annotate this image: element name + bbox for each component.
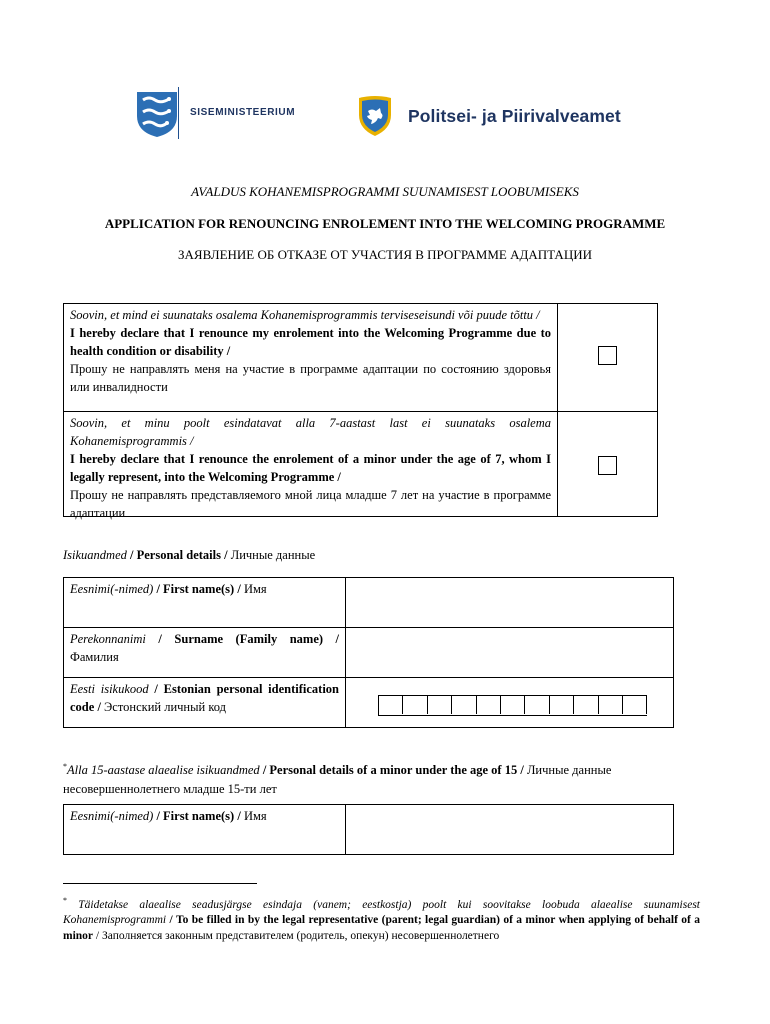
label-en: First name(s) <box>163 582 235 596</box>
declaration-text-en: I hereby declare that I renounce the enrolement of a minor under the age of 7, whom I legally represent, into the Welcoming Programme / <box>70 452 551 484</box>
label-ru: Имя <box>243 809 267 823</box>
personal-code-label <box>64 678 345 718</box>
digit-box[interactable] <box>501 696 525 714</box>
logo-divider <box>178 87 179 139</box>
footnote-marker: * <box>63 896 67 905</box>
heading-et: Alla 15-aastase alaealise isikuandmed <box>67 763 260 778</box>
separator: / <box>520 763 524 778</box>
separator: / <box>335 632 340 646</box>
digit-box[interactable] <box>623 696 647 714</box>
minor-first-name-field[interactable] <box>346 805 673 854</box>
digit-box[interactable] <box>428 696 452 714</box>
separator: / <box>154 682 158 696</box>
title-russian: ЗАЯВЛЕНИЕ ОБ ОТКАЗЕ ОТ УЧАСТИЯ В ПРОГРАММЕ АДАПТАЦИИ <box>178 247 592 262</box>
heading-ru: Личные данные несовершеннолетнего младше 15-ти лет <box>63 763 612 797</box>
label-et: Perekonnanimi <box>70 632 146 646</box>
title-estonian: AVALDUS KOHANEMISPROGRAMMI SUUNAMISEST LOOBUMISEKS <box>191 184 579 199</box>
surname-field[interactable] <box>346 628 673 677</box>
table-divider <box>557 411 657 412</box>
digit-box[interactable] <box>525 696 549 714</box>
footnote-divider <box>63 883 257 884</box>
declaration-row-minor <box>64 411 557 518</box>
personal-code-boxes[interactable] <box>378 695 647 716</box>
label-et: Eesnimi(-nimed) <box>70 809 154 823</box>
surname-label <box>64 628 345 668</box>
declaration-text-en: I hereby declare that I renounce my enrolement into the Welcoming Programme due to health condition or disability / <box>70 326 551 358</box>
ppa-name: Politsei- ja Piirivalveamet <box>408 106 621 126</box>
separator: / <box>156 809 160 823</box>
separator: / <box>130 548 134 562</box>
digit-box[interactable] <box>550 696 574 714</box>
minor-renounce-checkbox[interactable] <box>598 456 617 475</box>
declaration-row-health <box>64 304 557 411</box>
personal-details-heading <box>63 548 315 563</box>
table-divider <box>557 304 558 516</box>
separator: / <box>237 809 241 823</box>
footnote <box>63 893 700 944</box>
health-renounce-checkbox[interactable] <box>598 346 617 365</box>
digit-box[interactable] <box>379 696 403 714</box>
label-et: Eesti isikukood <box>70 682 149 696</box>
declaration-text-ru: Прошу не направлять представляемого мной лица младше 7 лет на участие в программе адаптации <box>70 488 551 520</box>
first-name-label <box>64 578 345 600</box>
heading-en: Personal details <box>136 548 221 562</box>
footnote-et: Täidetakse alaealise seadusjärgse esindaja (vanem; eestkostja) poolt kui soovitakse loobuda alaealise suunamisest Kohanemisprogrammi <box>63 898 700 927</box>
label-et: Eesnimi(-nimed) <box>70 582 154 596</box>
heading-et: Isikuandmed <box>63 548 127 562</box>
separator: / <box>95 929 100 942</box>
footnote-marker: * <box>63 762 67 771</box>
heading-ru: Личные данные <box>230 548 316 562</box>
label-en: First name(s) <box>163 809 235 823</box>
separator: / <box>224 548 228 562</box>
label-ru: Эстонский личный код <box>104 700 227 714</box>
digit-box[interactable] <box>452 696 476 714</box>
label-ru: Имя <box>243 582 267 596</box>
separator: / <box>97 700 101 714</box>
label-en: Surname (Family name) <box>174 632 324 646</box>
separator: / <box>158 632 162 646</box>
label-en: Estonian personal identification code <box>70 682 340 714</box>
personal-details-table <box>63 577 674 728</box>
police-shield-icon <box>357 95 393 137</box>
declaration-text-et: Soovin, et minu poolt esindatavat alla 7-aastast last ei suunataks osalema Kohanemisprogrammis / <box>70 416 551 448</box>
declaration-table <box>63 303 658 520</box>
minor-details-table <box>63 804 674 855</box>
separator: / <box>262 763 267 778</box>
minor-first-name-label <box>64 805 345 827</box>
title-english: APPLICATION FOR RENOUNCING ENROLEMENT INTO THE WELCOMING PROGRAMME <box>104 216 666 231</box>
digit-box[interactable] <box>574 696 598 714</box>
separator: / <box>156 582 160 596</box>
minor-details-heading <box>63 757 703 799</box>
estonia-coat-of-arms-icon <box>133 90 181 138</box>
digit-box[interactable] <box>477 696 501 714</box>
declaration-text-et: Soovin, et mind ei suunataks osalema Kohanemisprogrammis terviseseisundi või puude tõttu / <box>70 308 540 322</box>
digit-box[interactable] <box>403 696 427 714</box>
heading-en: Personal details of a minor under the age of 15 <box>269 763 518 778</box>
first-name-field[interactable] <box>346 578 673 627</box>
separator: / <box>169 914 173 927</box>
separator: / <box>237 582 241 596</box>
label-ru: Фамилия <box>70 650 119 664</box>
footnote-en: To be filled in by the legal representative (parent; legal guardian) of a minor when applying of behalf of a minor <box>63 914 701 942</box>
declaration-text-ru: Прошу не направлять меня на участие в программе адаптации по состоянию здоровья или инвалидности <box>70 362 551 394</box>
digit-box[interactable] <box>599 696 623 714</box>
ministry-name: SISEMINISTEERIUM <box>190 107 296 118</box>
footnote-ru: Заполняется законным представителем (родитель, опекун) несовершеннолетнего <box>101 929 500 942</box>
